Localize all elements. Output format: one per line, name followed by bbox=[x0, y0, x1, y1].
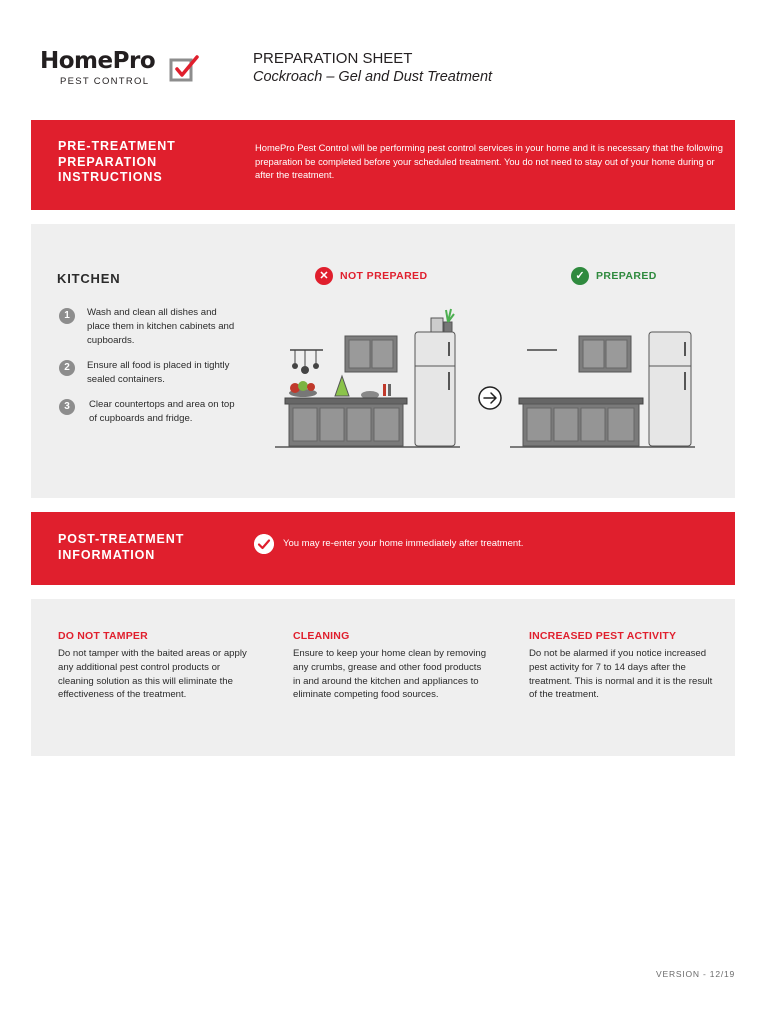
prepared-kitchen bbox=[510, 332, 695, 447]
logo-wordmark: HomePro bbox=[40, 48, 156, 74]
logo-subtitle: PEST CONTROL bbox=[60, 76, 150, 87]
page-subtitle: Cockroach – Gel and Dust Treatment bbox=[253, 69, 493, 85]
step-number-1: 1 bbox=[59, 308, 75, 324]
logo-checkbox-icon bbox=[169, 54, 199, 84]
do-not-tamper-text: Do not tamper with the baited areas or apply any additional pest control products or cleaning solution as this will eliminate the effectiveness of the treatment. bbox=[58, 648, 247, 701]
check-circle-icon bbox=[254, 534, 274, 554]
page-title: PREPARATION SHEET bbox=[253, 50, 413, 67]
pre-treatment-text: HomePro Pest Control will be performing pest control services in your home and it is necessary that the following preparation be completed before your scheduled treatment. You do not need to stay out of your home during or after the treatment. bbox=[255, 142, 723, 181]
not-prepared-kitchen bbox=[275, 309, 460, 447]
cleaning-text: Ensure to keep your home clean by removing any crumbs, grease and other food products in and around the kitchen and appliances to eliminate competing food sources. bbox=[293, 648, 487, 701]
increased-pest-activity-text: Do not be alarmed if you notice increased pest activity for 7 to 14 days after the treatment. This is normal and it is the result of the treatment. bbox=[529, 648, 713, 701]
step-text-1: Wash and clean all dishes and place them in kitchen cabinets and cupboards. bbox=[87, 307, 235, 346]
kitchen-illustration bbox=[265, 300, 705, 460]
step-text-2: Ensure all food is placed in tightly sealed containers. bbox=[87, 360, 230, 385]
version-label: VERSION - 12/19 bbox=[656, 969, 736, 979]
do-not-tamper-heading: DO NOT TAMPER bbox=[58, 630, 148, 642]
post-treatment-text: You may re-enter your home immediately after treatment. bbox=[283, 538, 524, 549]
prepared-label: PREPARED bbox=[596, 270, 657, 282]
not-prepared-label: NOT PREPARED bbox=[340, 270, 428, 282]
pre-treatment-heading: PRE-TREATMENT PREPARATION INSTRUCTIONS bbox=[58, 139, 176, 184]
cleaning-heading: CLEANING bbox=[293, 630, 350, 642]
step-number-2: 2 bbox=[59, 360, 75, 376]
increased-pest-activity-heading: INCREASED PEST ACTIVITY bbox=[529, 630, 677, 642]
check-circle-icon: ✓ bbox=[571, 267, 589, 285]
x-circle-icon: ✕ bbox=[315, 267, 333, 285]
post-treatment-heading: POST-TREATMENT INFORMATION bbox=[58, 532, 185, 562]
step-text-3: Clear countertops and area on top of cupboards and fridge. bbox=[89, 399, 235, 424]
step-number-3: 3 bbox=[59, 399, 75, 415]
kitchen-heading: KITCHEN bbox=[57, 271, 121, 286]
